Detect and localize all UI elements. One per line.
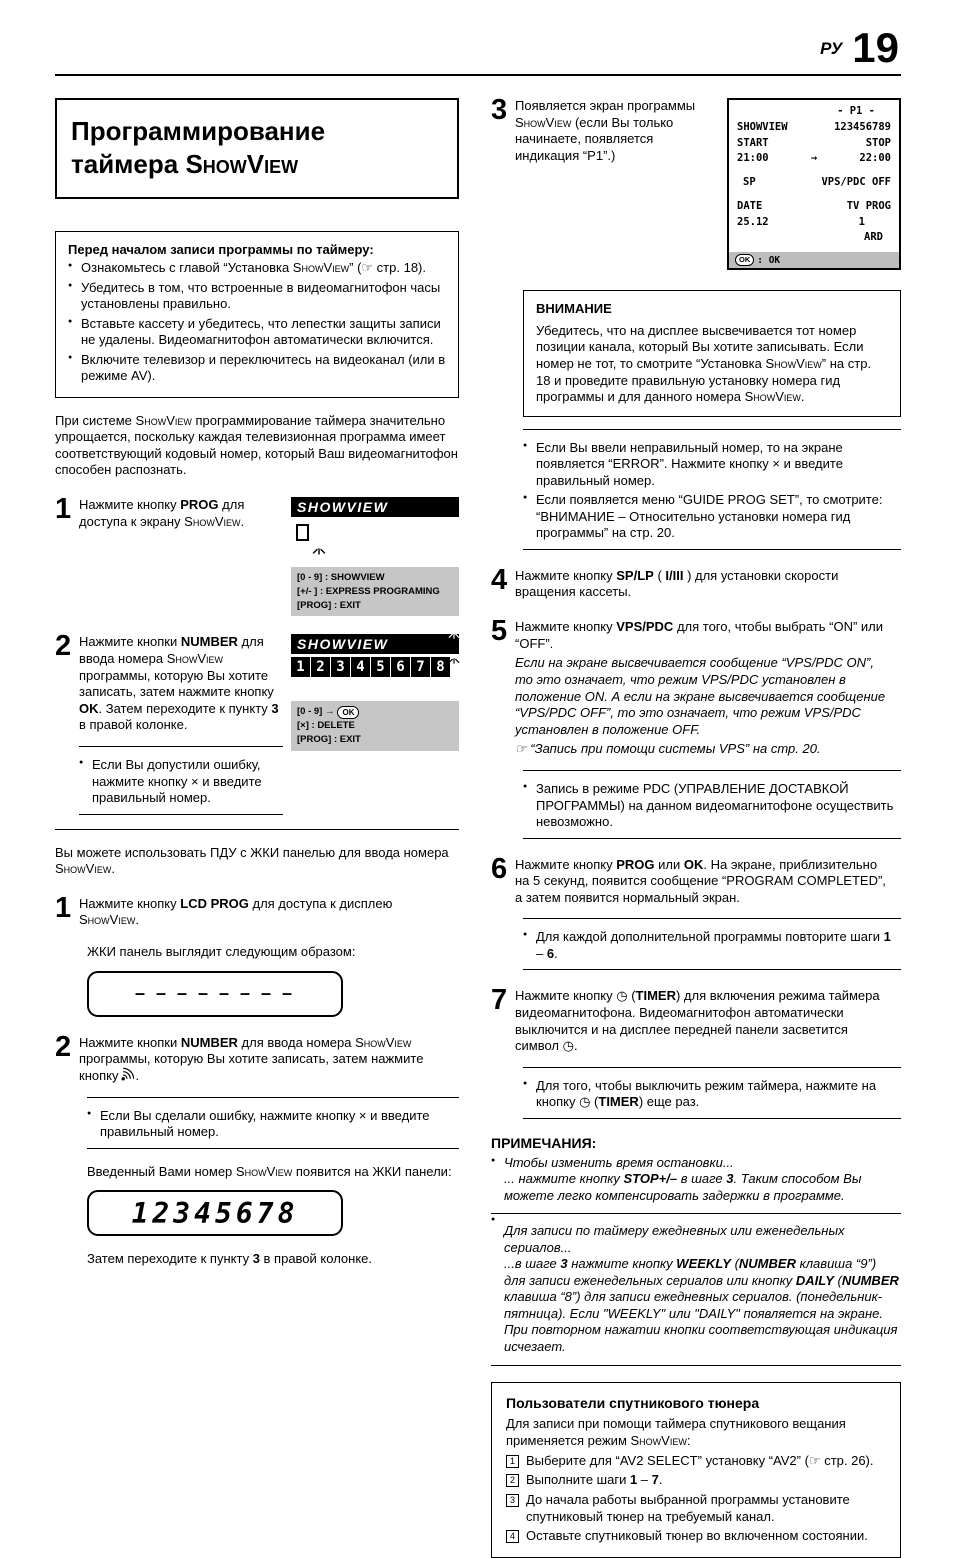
step-3-text: Появляется экран программы ShowView (если Вы только начинаете, появляется индикация “Р1”.) — [515, 98, 696, 163]
label: 25.12 — [737, 215, 769, 228]
step-2 — [55, 630, 459, 814]
lcd-step-2 — [55, 1030, 459, 1085]
after-step3-notes — [523, 429, 901, 550]
satellite-step-text: До начала работы выбранной программы установите спутниковый тюнер на требуемый канал. — [526, 1491, 850, 1524]
step-2-text: Нажмите кнопки NUMBER для ввода номера ShowView программы, которую Вы хотите записать, затем нажмите кнопку OK. Затем переходите к пункту 3 в правой колонке. — [79, 634, 279, 733]
label: DATE — [737, 199, 763, 212]
step-7-body — [515, 988, 901, 1055]
page-header — [55, 24, 901, 72]
showview-entry-screen — [291, 497, 459, 616]
step-4 — [491, 563, 901, 601]
page-number: 19 — [852, 24, 899, 71]
note-list — [79, 757, 283, 807]
step-number: 1 — [55, 891, 72, 924]
satellite-heading: Пользователи спутникового тюнера — [506, 1395, 760, 1412]
legend-line: [×] : DELETE — [297, 720, 355, 732]
screen-title-bar — [291, 497, 459, 517]
screen-footer — [729, 252, 899, 268]
timer-off-note — [523, 1067, 901, 1119]
attention-heading: ВНИМАНИЕ — [536, 301, 612, 316]
notes-heading: ПРИМЕЧАНИЯ: — [491, 1134, 597, 1151]
showview-code-row — [729, 120, 899, 136]
step-2-body — [79, 634, 291, 814]
start-time: 21:00 — [737, 152, 769, 165]
satellite-intro: Для записи при помощи таймера спутникового вещания применяется режим ShowView: — [506, 1416, 846, 1448]
step-3-body — [515, 98, 723, 165]
step-number: 6 — [491, 852, 508, 885]
step-number: 7 — [491, 984, 508, 1017]
step-number: 2 — [55, 1030, 72, 1063]
keycap-number: 2 — [506, 1474, 519, 1487]
intro-paragraph: При системе ShowView программирование таймера значительно упрощается, поскольку каждая телевизионная программа имеет соответствующий кодовый номер, который Ваш видеомагнитофон способен распознать. — [55, 412, 458, 478]
blink-sparkle-icon — [447, 652, 461, 664]
prep-item: ● Убедитесь в том, что встроенные в видеомагнитофон часы установлены правильно. — [68, 280, 446, 313]
title-line-2-text: таймера — [71, 148, 186, 179]
satellite-step — [506, 1528, 886, 1545]
entry-cursor-box — [296, 524, 309, 541]
date-value-row — [729, 215, 899, 231]
footer-text: : OK — [757, 254, 781, 266]
lcd-digits: 12345678 — [131, 1196, 299, 1230]
step-number: 2 — [55, 630, 72, 663]
entered-digits — [291, 657, 451, 677]
label: SP — [743, 176, 756, 188]
satellite-step-text: Оставьте спутниковый тюнер во включенном состоянии. — [526, 1528, 868, 1544]
legend-line: [PROG] : EXIT — [297, 599, 361, 611]
divider — [55, 829, 459, 830]
lcd-caption-2: Введенный Вами номер ShowView появится на ЖКИ панели: — [87, 1163, 452, 1179]
satellite-step — [506, 1453, 886, 1470]
preparation-box — [55, 231, 459, 398]
blink-sparkle-icon — [447, 627, 461, 639]
station-row — [729, 230, 899, 246]
speed-row — [729, 175, 899, 191]
transmit-icon — [121, 1069, 135, 1081]
attention-text: Убедитесь, что на дисплее высвечивается тот номер позиции канала, который Вы хотите записывать. Если номер не тот, то смотрите “Установка ShowView” на стр. 18 и проведите правильную установку номера гид программы и для данного номера ShowView. — [536, 322, 872, 405]
step-5-body — [515, 619, 901, 758]
keycap-number: 4 — [506, 1530, 519, 1543]
lcd-step-1-text: Нажмите кнопку LCD PROG для доступа к дисплею ShowView. — [79, 895, 393, 928]
digit-cell: 6 — [391, 657, 410, 677]
legend-line: [PROG] : EXIT — [297, 733, 361, 745]
program-screen — [727, 98, 901, 270]
label: START — [737, 136, 769, 149]
screen-body — [291, 517, 459, 567]
header-rule — [55, 74, 901, 76]
goto-right-note: Затем переходите к пункту 3 в правой колонке. — [87, 1251, 373, 1267]
step-6 — [491, 852, 901, 907]
step-number: 4 — [491, 563, 508, 596]
note-item: ● Для каждой дополнительной программы повторите шаги 1 – 6. — [523, 929, 901, 962]
showview-brand: ShowView — [185, 148, 299, 179]
divider — [491, 1365, 901, 1366]
step-number: 1 — [55, 493, 72, 525]
program-number-row — [729, 104, 899, 120]
note-item: ● Если Вы допустили ошибку, нажмите кнопку × и введите правильный номер. — [79, 757, 283, 807]
prep-item: ● Ознакомьтесь с главой “Установка ShowView” (☞ стр. 18). — [68, 260, 446, 277]
note-item: ● Запись в режиме PDC (УПРАВЛЕНИЕ ДОСТАВКОЙ ПРОГРАММЫ) на данном видеомагнитофоне осуществить невозможно. — [523, 781, 901, 831]
lcd-display-empty — [87, 971, 343, 1017]
value: VPS/PDC OFF — [821, 176, 891, 188]
satellite-step — [506, 1472, 886, 1489]
lcd-step-2-body — [79, 1035, 459, 1085]
lcd-step-2-text — [79, 1035, 451, 1085]
digit-cell: 2 — [311, 657, 330, 677]
step-1-body — [79, 497, 291, 530]
lcd-dashes: – – – – – – – – — [134, 983, 296, 1004]
step-1 — [55, 493, 459, 616]
step-7 — [491, 984, 901, 1055]
legend-line: [0 - 9] : SHOWVIEW — [297, 572, 385, 583]
value: 1 — [858, 215, 865, 228]
satellite-step-text: Выберите для “AV2 SELECT” установку “AV2” (☞ стр. 26). — [526, 1452, 874, 1468]
prep-heading: Перед началом записи программы по таймеру: — [68, 242, 374, 257]
prep-item: ● Включите телевизор и переключитесь на видеоканал (или в режиме AV). — [68, 352, 446, 385]
note-list — [87, 1108, 459, 1141]
digit-cell: 5 — [371, 657, 390, 677]
step-4-body — [515, 568, 901, 601]
keycap-number: 1 — [506, 1455, 519, 1468]
step-7-text: Нажмите кнопку ◷ (TIMER) для включения режима таймера видеомагнитофона. Видеомагнитофон автоматически выключится и на дисплее передней панели засветится символ ◷. — [515, 988, 880, 1054]
ok-key-icon: OK — [735, 254, 754, 266]
title-line-2 — [71, 148, 443, 181]
ok-button-badge: OK — [337, 706, 359, 719]
digit-cell: 8 — [431, 657, 450, 677]
value: STOP — [865, 136, 891, 149]
digit-cell: 1 — [291, 657, 310, 677]
step-6-text: Нажмите кнопку PROG или OK. На экране, приблизительно на 5 секунд, появится сообщение “PROGRAM COMPLETED”, а затем появится нормальный экран. — [515, 856, 886, 905]
attention-box — [523, 290, 901, 417]
arrow-icon: → — [810, 152, 818, 165]
note-item: ● Если Вы сделали ошибку, нажмите кнопку × и введите правильный номер. — [87, 1108, 459, 1141]
blink-sparkle-icon — [311, 541, 327, 555]
prep-list — [68, 260, 446, 385]
satellite-tuner-box — [491, 1382, 901, 1557]
time-row — [729, 151, 899, 167]
digit-cell: 4 — [351, 657, 370, 677]
digit-cell: 7 — [411, 657, 430, 677]
note-list — [523, 929, 901, 962]
screen-legend — [291, 567, 459, 616]
lcd-caption-1: ЖКИ панель выглядит следующим образом: — [87, 944, 356, 960]
step-5-reference: ☞ “Запись при помощи системы VPS” на стр. 20. — [515, 741, 821, 757]
label: SHOWVIEW — [737, 120, 788, 133]
lcd-display-number — [87, 1190, 343, 1236]
step-5-detail: Если на экране высвечивается сообщение “VPS/PDC ON”, то это означает, что режим VPS/PDC установлен в положение ON. А если на экране высвечивается сообщение “VPS/PDC OFF”, то это означает, что режим VPS/PDC установлен в положение OFF. — [515, 655, 886, 737]
lcd-step-1-body — [79, 896, 459, 929]
screen-title: SHOWVIEW — [297, 636, 389, 653]
notes-item: ● Чтобы изменить время остановки... ... нажмите кнопку STOP+/– в шаге 3. Таким способом Вы можете легко компенсировать задержки в программе. — [491, 1155, 901, 1205]
note-list — [523, 781, 901, 831]
error-note — [79, 746, 283, 815]
step-6-body — [515, 857, 901, 907]
value: TV PROG — [846, 199, 891, 212]
content-columns — [55, 94, 901, 1558]
lcd-step-2-suffix: . — [135, 1067, 140, 1083]
lcd-step-1 — [55, 891, 459, 929]
lcd-step-2-sentence: Нажмите кнопки NUMBER для ввода номера ShowView программы, которую Вы хотите записать, затем нажмите кнопку — [79, 1034, 424, 1083]
language-tag: РУ — [820, 39, 843, 58]
lcd-intro-paragraph: Вы можете использовать ПДУ с ЖКИ панелью для ввода номера ShowView. — [55, 844, 449, 877]
legend-text: [0 - 9] → — [297, 706, 335, 718]
right-column — [491, 94, 901, 1558]
station-name: ARD — [864, 231, 883, 244]
step-number: 5 — [491, 615, 508, 647]
repeat-note — [523, 918, 901, 970]
legend-line — [297, 705, 453, 719]
article-title-box — [55, 98, 459, 199]
step-3 — [491, 94, 901, 270]
left-column — [55, 98, 459, 1268]
program-number: - P1 - — [837, 105, 875, 117]
note-list — [523, 1078, 901, 1111]
satellite-step — [506, 1492, 886, 1525]
pdc-note — [523, 770, 901, 839]
note-item: ● Если появляется меню “GUIDE PROG SET”, то смотрите: “ВНИМАНИЕ – Относительно установки номера гид программы” на стр. 20. — [523, 492, 901, 542]
date-header-row — [729, 199, 899, 215]
step-5-text: Нажмите кнопку VPS/PDC для того, чтобы выбрать “ON” или “OFF”. — [515, 619, 884, 651]
prep-item: ● Вставьте кассету и убедитесь, что лепестки защиты записи не удалены. Видеомагнитофон автоматически включится. — [68, 316, 446, 349]
screen-title: SHOWVIEW — [297, 499, 389, 515]
value: 123456789 — [834, 120, 891, 133]
legend-line: [+/- ] : EXPRESS PROGRAMING — [297, 585, 440, 597]
title-line-1: Программирование — [71, 116, 326, 146]
note-item: ● Для того, чтобы выключить режим таймера, нажмите на кнопку ◷ (TIMER) еще раз. — [523, 1078, 901, 1111]
screen-title-bar — [291, 634, 459, 654]
stop-time: 22:00 — [859, 152, 891, 165]
start-stop-row — [729, 136, 899, 152]
step-5 — [491, 615, 901, 758]
step-number: 3 — [491, 94, 508, 126]
screen-legend — [291, 701, 459, 750]
step-1-text: Нажмите кнопку PROG для доступа к экрану ShowView. — [79, 497, 245, 529]
showview-number-screen — [291, 634, 459, 750]
digit-cell: 3 — [331, 657, 350, 677]
note-item: ● Если Вы ввели неправильный номер, то на экране появляется “ERROR”. Нажмите кнопку × и введите правильный номер. — [523, 440, 901, 490]
notes-item: ● Для записи по таймеру ежедневных или еженедельных сериалов... ...в шаге 3 нажмите кнопку WEEKLY (NUMBER клавиша “9”) для записи еженедельных сериалов или кнопку DAILY (NUMBER клавиша “8”) для записи ежедневных сериалов. (понедельник-пятница). Если "WEEKLY" или "DAILY" появляется на экране. При повторном нажатии кнопки соответствующая индикация исчезает. — [491, 1213, 901, 1355]
note-list — [523, 440, 901, 542]
step-4-text: Нажмите кнопку SP/LP ( I/III ) для установки скорости вращения кассеты. — [515, 567, 839, 600]
keycap-number: 3 — [506, 1494, 519, 1507]
error-note-2 — [87, 1097, 459, 1149]
satellite-step-text: Выполните шаги 1 – 7. — [526, 1472, 663, 1488]
notes-list — [491, 1155, 901, 1356]
